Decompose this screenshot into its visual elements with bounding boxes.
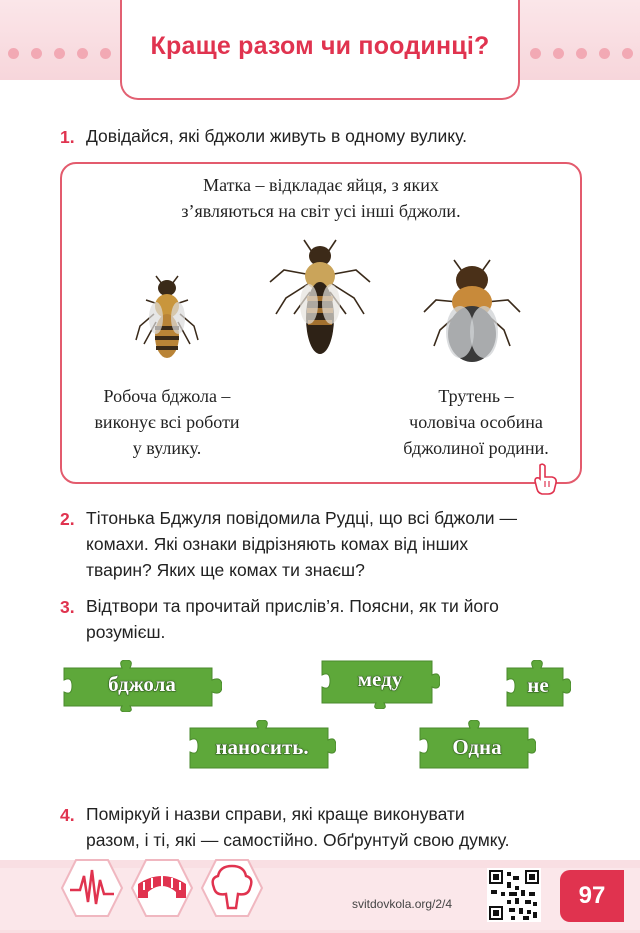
queen-bee-image bbox=[264, 234, 376, 358]
worker-caption-line: Робоча бджола – bbox=[103, 386, 231, 406]
bridge-icon bbox=[130, 858, 194, 918]
soundwave-icon bbox=[60, 858, 124, 918]
question-4-line: разом, і ті, які — самостійно. Обґрунтуй свою думку. bbox=[86, 830, 510, 850]
footer-url[interactable]: svitdovkola.org/2/4 bbox=[352, 897, 453, 911]
drone-caption-line: бджолиної родини. bbox=[403, 438, 549, 458]
question-3-text bbox=[86, 593, 606, 645]
puzzle-word: Одна bbox=[452, 735, 502, 759]
question-2-line: тварин? Яких ще комах ти знаєш? bbox=[86, 560, 365, 580]
question-4-text bbox=[86, 801, 606, 853]
puzzle-word: не bbox=[527, 673, 549, 697]
pointing-hand-icon bbox=[530, 463, 560, 495]
tree-icon bbox=[200, 858, 264, 918]
question-1-line: Довідайся, які бджоли живуть в одному вулику. bbox=[86, 126, 467, 146]
question-2-text bbox=[86, 505, 606, 583]
question-4-line: Поміркуй і назви справи, які краще виконувати bbox=[86, 804, 465, 824]
puzzle-piece[interactable] bbox=[62, 660, 222, 712]
queen-caption bbox=[62, 172, 580, 224]
puzzle-piece[interactable] bbox=[188, 720, 336, 774]
queen-caption-line: з’являються на світ усі інші бджоли. bbox=[181, 201, 461, 221]
drone-caption bbox=[378, 383, 574, 461]
question-3-number: 3. bbox=[60, 597, 75, 617]
question-1-number: 1. bbox=[60, 127, 75, 147]
queen-caption-line: Матка – відкладає яйця, з яких bbox=[203, 175, 439, 195]
question-1-text bbox=[86, 123, 606, 149]
puzzle-word: бджола bbox=[108, 672, 176, 696]
question-4-number: 4. bbox=[60, 805, 75, 825]
worker-caption-line: виконує всі роботи bbox=[94, 412, 240, 432]
question-2-line: Тітонька Бджуля повідомила Рудці, що всі бджоли — bbox=[86, 508, 517, 528]
bees-panel bbox=[60, 162, 582, 484]
puzzle-piece[interactable] bbox=[418, 720, 536, 774]
puzzle-piece[interactable] bbox=[320, 655, 440, 709]
drone-caption-line: Трутень – bbox=[438, 386, 514, 406]
drone-caption-line: чоловіча особина bbox=[409, 412, 543, 432]
worker-bee-image bbox=[132, 274, 202, 366]
puzzle-word: наносить. bbox=[215, 735, 309, 759]
puzzle-piece[interactable] bbox=[505, 660, 571, 712]
page-number: 97 bbox=[578, 882, 606, 909]
worker-caption-line: у вулику. bbox=[132, 438, 202, 458]
question-3-line: розумієш. bbox=[86, 622, 166, 642]
question-2-number: 2. bbox=[60, 509, 75, 529]
question-2-line: комахи. Які ознаки відрізняють комах від інших bbox=[86, 534, 469, 554]
page-title: Краще разом чи поодинці? bbox=[150, 32, 490, 60]
question-3-line: Відтвори та прочитай прислів’я. Поясни, як ти його bbox=[86, 596, 499, 616]
worker-caption bbox=[72, 383, 262, 461]
drone-bee-image bbox=[420, 256, 524, 368]
title-box bbox=[120, 0, 520, 100]
qr-code[interactable] bbox=[487, 868, 541, 922]
puzzle-word: меду bbox=[357, 667, 403, 691]
